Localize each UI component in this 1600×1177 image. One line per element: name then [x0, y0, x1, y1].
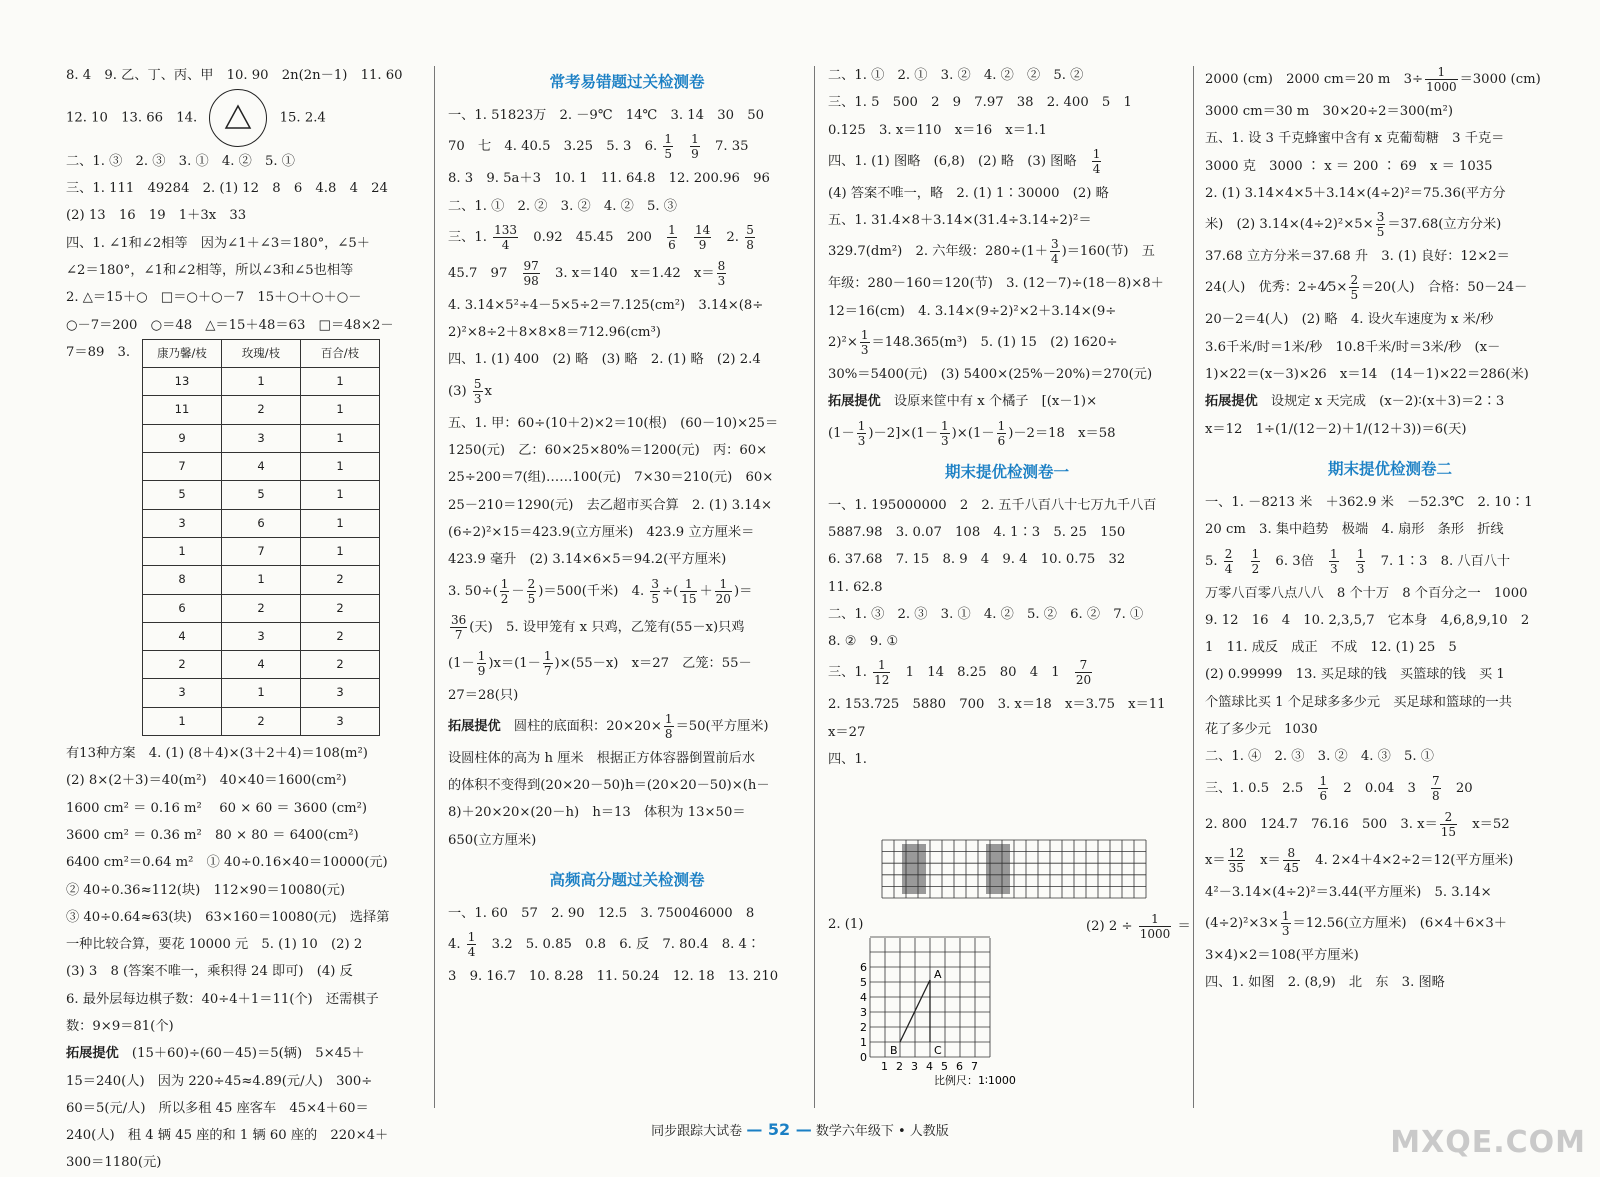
grid-figure-rectangles	[880, 838, 1160, 900]
text-line: 拓展提优 设规定 x 天完成 (x－2)∶(x＋3)＝2∶3	[1205, 394, 1505, 410]
table-cell: 3	[222, 424, 301, 452]
table-cell: 7	[222, 537, 301, 565]
fraction: $\frac{7}{8}$	[1432, 773, 1440, 803]
scale-label: 比例尺：1∶1000	[934, 1074, 1016, 1087]
book-title: 同步跟踪大试卷	[651, 1124, 743, 1139]
point-c-label: C	[934, 1044, 942, 1057]
text-line: 25－210＝1290(元) 去乙超市买合算 2. (1) 3.14×	[448, 497, 773, 513]
text-line: 三、1. 0.5 2.5 $\frac{1}{6}$ 2 0.04 3 $\frac{7}{8}$ 20	[1205, 773, 1473, 803]
text-line: $\frac{36}{7}$ (天) 5. 设甲笼有 x 只鸡，乙笼有(55－x)只鸡	[451, 612, 745, 642]
text-line: 37.68 立方分米＝37.68 升 3. (1) 良好：12×2＝	[1205, 249, 1510, 265]
fraction: $\frac{1}{9}$	[477, 648, 486, 678]
text-line: 6. 最外层每边棋子数：40÷4＋1＝11(个) 还需棋子	[66, 991, 379, 1007]
table-cell: 2	[143, 651, 222, 679]
text-line: ② 40÷0.36≈112(块) 112×90＝10080(元)	[66, 882, 346, 898]
text-line: 423.9 毫升 (2) 3.14×6×5＝94.2(平方厘米)	[448, 552, 727, 568]
text-line: 650(立方厘米)	[448, 832, 537, 848]
text-block	[1205, 62, 1575, 443]
text-line: 2)²×8÷2＋8×8×8＝712.96(cm³)	[448, 325, 661, 341]
table-row	[143, 566, 380, 594]
table-cell: 1	[301, 368, 380, 396]
table-cell: 11	[143, 396, 222, 424]
text-line: 6. 37.68 7. 15 8. 9 4 9. 4 10. 0.75 32	[828, 552, 1126, 568]
table-cell: 13	[143, 368, 222, 396]
text-line: 一、1. －8213 米 ＋362.9 米 －52.3℃ 2. 10∶1	[1205, 494, 1533, 510]
text-line: 20－2＝4(人) (2) 略 4. 设火车速度为 x 米/秒	[1205, 312, 1494, 328]
text-line: 4. $\frac{1}{4}$ 3.2 5. 0.85 0.8 6. 反 7. 80.4 8. 4∶	[448, 930, 761, 960]
table-cell: 3	[143, 509, 222, 537]
text-block	[828, 492, 1186, 774]
y-tick-label: 0	[860, 1051, 867, 1064]
table-cell: 1	[222, 368, 301, 396]
text-line: 27＝28(只)	[448, 687, 519, 703]
fraction: $\frac{1}{6}$	[997, 418, 1006, 448]
table-row	[143, 537, 380, 565]
table-cell: 9	[143, 424, 222, 452]
text-line: 设圆柱体的高为 h 厘米 根据正方体容器倒置前后水	[448, 750, 756, 766]
text-line: 25÷200＝7(组)……100(元) 7×30＝210(元) 60×	[448, 470, 774, 486]
text-line: 四、1. (1) 400 (2) 略 (3) 略 2. (1) 略 (2) 2.4	[448, 352, 761, 368]
text-line: (4) 答案不唯一，略 2. (1) 1∶30000 (2) 略	[828, 185, 1109, 201]
table-cell: 7	[143, 453, 222, 481]
text-line: 3000 cm＝30 m 30×20÷2＝300(m²)	[1205, 104, 1453, 119]
text-line: 20 cm 3. 集中趋势 极端 4. 扇形 条形 折线	[1205, 522, 1504, 538]
fraction: $\frac{1}{7}$	[543, 648, 552, 678]
fraction: $\frac{1}{2}$	[500, 576, 509, 606]
table-cell: 1	[301, 424, 380, 452]
text-line: 329.7(dm²) 2. 六年级：280÷(1＋ $\frac{3}{4}$ )＝160(节) 五	[828, 237, 1155, 267]
text-line: 300＝1180(元)	[66, 1155, 162, 1171]
text-line: 15＝240(人) 因为 220÷45≈4.89(元/人) 300÷	[66, 1073, 373, 1089]
table-header-cell: 玫瑰/枝	[222, 339, 301, 367]
x-tick-label: 6	[956, 1060, 963, 1073]
text-line: 7＝89 3.	[66, 344, 131, 360]
text-line: (3) $\frac{5}{3}$ x	[448, 376, 492, 406]
fraction: $\frac{2}{4}$	[1224, 546, 1233, 576]
text-line: 四、1. 如图 2. (8,9) 北 东 3. 图略	[1205, 975, 1445, 991]
text-line: 二、1. ③ 2. ③ 3. ① 4. ② 5. ①	[66, 153, 295, 169]
table-cell: 2	[222, 707, 301, 735]
table-row	[143, 707, 380, 735]
table-row-wrap	[66, 339, 424, 736]
x-tick-label: 4	[926, 1060, 933, 1073]
table-cell: 1	[222, 679, 301, 707]
text-line: 三、1. 111 49284 2. (1) 12 8 6 4.8 4 24	[66, 181, 388, 197]
text-line: 二、1. ③ 2. ③ 3. ① 4. ② 5. ② 6. ② 7. ①	[828, 606, 1144, 622]
text-line: (3) 3 8 (答案不唯一，乘积得 24 即可) (4) 反	[66, 964, 353, 980]
text-line: 45.7 97 $\frac{97}{98}$ 3. x＝140 x＝1.42 x＝ $\frac{8}{3}$	[448, 258, 726, 288]
text-line: 0.125 3. x＝110 x＝16 x＝1.1	[828, 122, 1047, 138]
y-tick-label: 3	[860, 1006, 867, 1019]
fraction: $\frac{7}{20}$	[1075, 658, 1092, 688]
table-cell: 5	[143, 481, 222, 509]
text-line: 年级：280－160＝120(节) 3. (12－7)÷(18－8)×8＋	[828, 276, 1164, 292]
column-divider-2	[814, 66, 815, 1108]
text-line: 8. 4 9. 乙、丁、丙、甲 10. 90 2n(2n－1) 11. 60	[66, 68, 403, 83]
text-line: 万零八百零八点八八 8 个十万 8 个百分之一 1000	[1205, 585, 1528, 601]
fraction: $\frac{2}{15}$	[1440, 809, 1457, 839]
fraction: $\frac{2}{5}$	[527, 576, 536, 606]
text-line: 四、1. (1) 图略 (6,8) (2) 略 (3) 图略 $\frac{1}{4}$	[828, 146, 1101, 176]
point-a-label: A	[934, 968, 942, 981]
triangle-in-circle-icon	[209, 89, 267, 147]
text-line: 3. 50÷( $\frac{1}{2}$ － $\frac{2}{5}$ )＝500(千米) 4. $\frac{3}{5}$ ÷( $\frac{1}{15}$ ＋ $\frac{1}{20}$ )＝	[448, 576, 753, 606]
table-cell: 2	[301, 566, 380, 594]
text-fragment: 15. 2.4	[279, 110, 326, 126]
text-line: 12＝16(cm) 4. 3.14×(9÷2)²×2＋3.14×(9÷	[828, 303, 1117, 319]
table-row	[143, 509, 380, 537]
text-line: 2. △＝15＋○ □＝○＋○－7 15＋○＋○＋○－	[66, 290, 362, 306]
fraction: $\frac{1}{5}$	[664, 132, 672, 162]
fraction: $\frac{3}{4}$	[1050, 237, 1059, 267]
fraction: $\frac{8}{45}$	[1283, 845, 1299, 875]
y-tick-label: 1	[860, 1036, 867, 1049]
text-line: (2) 13 16 19 1＋3x 33	[66, 208, 247, 224]
point-b-label: B	[890, 1044, 898, 1057]
text-line: 四、1. ∠1和∠2相等 因为∠1＋∠3＝180°，∠5＋	[66, 235, 370, 251]
table-cell: 2	[301, 594, 380, 622]
x-tick-label: 2	[896, 1060, 903, 1073]
table-row	[143, 396, 380, 424]
fraction: $\frac{1}{8}$	[664, 711, 673, 741]
table-header	[143, 339, 380, 367]
table-row	[143, 594, 380, 622]
text-line: 四、1.	[828, 752, 867, 768]
table-header-cell: 康乃馨/枝	[143, 339, 222, 367]
table-row	[143, 679, 380, 707]
text-line: (1－ $\frac{1}{9}$ )x＝(1－ $\frac{1}{7}$ )×(55－x) x＝27 乙笼：55－	[448, 648, 752, 678]
text-block	[828, 62, 1186, 452]
y-tick-label: 4	[860, 991, 867, 1004]
text-block	[1205, 489, 1575, 997]
table-cell: 3	[222, 622, 301, 650]
fraction: $\frac{8}{3}$	[717, 258, 726, 288]
text-line: 1)×22＝(x－3)×26 x＝14 (14－1)×22＝286(米)	[1205, 367, 1529, 383]
watermark-logo: MXQE.COM	[1390, 1125, 1586, 1160]
fraction: $\frac{5}{8}$	[746, 222, 754, 252]
table-cell: 3	[143, 679, 222, 707]
text-line: 70 七 4. 40.5 3.25 5. 3 6. $\frac{1}{5}$ $\frac{1}{9}$ 7. 35	[448, 132, 749, 162]
section-heading: 高频高分题过关检测卷	[549, 871, 705, 890]
text-line: 五、1. 31.4×8＋3.14×(31.4÷3.14÷2)²＝	[828, 213, 1092, 229]
table-cell: 5	[222, 481, 301, 509]
table-cell: 1	[301, 396, 380, 424]
text-line: 1600 cm² ＝ 0.16 m² 60 × 60 ＝ 3600 (cm²)	[66, 800, 368, 816]
section-heading: 常考易错题过关检测卷	[549, 73, 705, 91]
fraction: $\frac{5}{3}$	[473, 376, 482, 406]
x-tick-label: 5	[941, 1060, 948, 1073]
column-divider-1	[434, 66, 435, 1108]
table-cell: 4	[222, 651, 301, 679]
text-line: x＝ $\frac{12}{35}$ x＝ $\frac{8}{45}$ 4. 2×4＋4×2÷2＝12(平方厘米)	[1205, 845, 1514, 875]
text-line: 5887.98 3. 0.07 108 4. 1∶3 5. 25 150	[828, 524, 1126, 540]
text-line: 二、1. ① 2. ② 3. ② 4. ② 5. ③	[448, 198, 677, 214]
text-line: x＝27	[828, 724, 866, 740]
text-line: (2) 0.99999 13. 买足球的钱 买篮球的钱 买 1	[1205, 667, 1505, 683]
table-cell: 1	[143, 707, 222, 735]
text-line: 1 11. 成反 成正 不成 12. (1) 25 5	[1205, 640, 1457, 656]
table-cell: 2	[301, 651, 380, 679]
fraction: $\frac{1}{2}$	[1251, 546, 1260, 576]
text-line: 2. (1) 3.14×4×5＋3.14×(4÷2)²＝75.36(平方分	[1205, 185, 1506, 201]
book-subtitle: 数学六年级下 • 人教版	[815, 1124, 949, 1139]
text-line: 个篮球比买 1 个足球多多少元 买足球和篮球的一共	[1205, 694, 1512, 710]
fraction: $\frac{97}{98}$	[523, 258, 539, 288]
y-ticks	[860, 961, 867, 1064]
column-divider-3	[1193, 66, 1194, 1108]
table-row	[143, 481, 380, 509]
fraction: $\frac{1}{3}$	[941, 418, 949, 448]
text-line: 拓展提优 (15＋60)÷(60－45)＝5(辆) 5×45＋	[66, 1046, 365, 1062]
table-cell: 2	[222, 396, 301, 424]
fraction: $\frac{133}{4}$	[494, 222, 518, 252]
table-row	[143, 453, 380, 481]
text-line: 2. 153.725 5880 700 3. x＝18 x＝3.75 x＝11	[828, 697, 1166, 713]
fraction: $\frac{1}{1000}$	[1426, 65, 1457, 94]
fraction: $\frac{1}{4}$	[467, 930, 476, 960]
fraction: $\frac{1}{12}$	[874, 658, 890, 688]
text-line: 9. 12 16 4 10. 2,3,5,7 它本身 4,6,8,9,10 2	[1205, 612, 1530, 628]
text-line: 米) (2) 3.14×(4÷2)²×5× $\frac{3}{5}$ ＝37.68(立方分米)	[1205, 210, 1502, 240]
x-tick-label: 3	[911, 1060, 918, 1073]
text-line: 30%＝5400(元) (3) 5400×(25%－20%)＝270(元)	[828, 367, 1153, 383]
text-line: 数：9×9＝81(个)	[66, 1019, 174, 1034]
text-line: 8. 3 9. 5a＋3 10. 1 11. 64.8 12. 200.96 96	[448, 171, 770, 187]
fraction: $\frac{12}{35}$	[1228, 845, 1244, 875]
fraction: $\frac{3}{5}$	[1376, 210, 1385, 240]
table-cell: 1	[301, 453, 380, 481]
table-cell: 3	[301, 679, 380, 707]
flower-combination-table	[142, 339, 380, 736]
table-row	[143, 622, 380, 650]
text-fragment: 12. 10 13. 66 14.	[66, 110, 198, 126]
table-cell: 8	[143, 566, 222, 594]
q2-right-text: (2) 2 ÷ $\frac{1}{1000}$ ＝	[1086, 912, 1191, 941]
table-cell: 4	[143, 622, 222, 650]
text-line: 一、1. 51823万 2. －9℃ 14℃ 3. 14 30 50	[448, 108, 764, 123]
table-body	[143, 368, 380, 736]
text-line: (6÷2)²×15＝423.9(立方厘米) 423.9 立方厘米＝	[448, 524, 755, 540]
table-cell: 1	[301, 537, 380, 565]
text-line: 2)²× $\frac{1}{3}$ ＝148.365(m³) 5. (1) 15 (2) 1620÷	[828, 328, 1118, 358]
table-row	[143, 424, 380, 452]
text-line: 三、1. $\frac{1}{12}$ 1 14 8.25 80 4 1 $\frac{7}{20}$	[828, 658, 1092, 688]
text-line: 8)＋20×20×(20－h) h＝13 体积为 13×50＝	[448, 805, 746, 821]
table-cell: 1	[143, 537, 222, 565]
text-line: 3 9. 16.7 10. 8.28 11. 50.24 12. 18 13. 210	[448, 969, 779, 985]
text-line: 三、1. 5 500 2 9 7.97 38 2. 400 5 1	[828, 95, 1132, 111]
text-line: 3000 克 3000 ∶ x ＝ 200 ∶ 69 x ＝ 1035	[1205, 158, 1493, 174]
text-line: 二、1. ① 2. ① 3. ② 4. ② ② 5. ②	[828, 68, 1084, 83]
table-cell: 2	[301, 622, 380, 650]
table-cell: 2	[222, 594, 301, 622]
table-cell: 1	[301, 509, 380, 537]
text-line: 三、1. $\frac{133}{4}$ 0.92 45.45 200 $\frac{1}{6}$ $\frac{14}{9}$ 2. $\frac{5}{8}$	[448, 222, 754, 252]
text-line: ③ 40÷0.64≈63(块) 63×160＝10080(元) 选择第	[66, 909, 390, 925]
fraction: $\frac{14}{9}$	[694, 222, 711, 252]
text-line: 2000 (cm) 2000 cm＝20 m 3÷ $\frac{1}{1000}$ ＝3000 (cm)	[1205, 65, 1541, 94]
fraction: $\frac{1}{15}$	[681, 576, 697, 606]
answer-column-1	[66, 62, 424, 1177]
text-line: 3×4)×2＝108(平方厘米)	[1205, 947, 1359, 963]
text-line: 3.6千米/时＝1米/秒 10.8千米/时＝3米/秒 (x－	[1205, 339, 1501, 355]
text-line: 一、1. 195000000 2 2. 五千八百八十七万九千八百	[828, 497, 1157, 513]
fraction: $\frac{1}{3}$	[857, 418, 866, 448]
x-tick-label: 7	[971, 1060, 978, 1073]
y-tick-label: 2	[860, 1021, 867, 1034]
text-line: 11. 62.8	[828, 579, 883, 595]
text-line: 3600 cm² ＝ 0.36 m² 80 × 80 ＝ 6400(cm²)	[66, 827, 359, 843]
table-cell: 6	[222, 509, 301, 537]
fraction: $\frac{1}{3}$	[1329, 546, 1338, 576]
answer-column-3	[828, 62, 1186, 773]
text-line	[66, 89, 424, 148]
table-cell: 3	[301, 707, 380, 735]
fraction: $\frac{1}{6}$	[668, 222, 676, 252]
section-heading: 期末提优检测卷一	[944, 462, 1069, 481]
q2-label: 2. (1)	[828, 917, 864, 932]
table-header-cell: 百合/枝	[301, 339, 380, 367]
fraction: $\frac{1}{9}$	[691, 132, 699, 162]
answer-column-2	[448, 62, 806, 991]
text-line: 一种比较合算，要花 10000 元 5. (1) 10 (2) 2	[66, 937, 363, 953]
fraction: $\frac{1}{4}$	[1092, 146, 1101, 176]
fraction: $\frac{1}{20}$	[715, 576, 731, 606]
text-line: 60＝5(元/人) 所以多租 45 座客车 45×4＋60＝	[66, 1100, 369, 1116]
table-cell: 4	[222, 453, 301, 481]
x-tick-label: 1	[881, 1060, 888, 1073]
fraction: $\frac{1}{3}$	[1356, 546, 1365, 576]
text-line: (1－ $\frac{1}{3}$ )－2]×(1－ $\frac{1}{3}$ )×(1－ $\frac{1}{6}$ )－2＝18 x＝58	[828, 418, 1116, 448]
text-line: 拓展提优 圆柱的底面积：20×20× $\frac{1}{8}$ ＝50(平方厘米)	[448, 711, 769, 741]
answer-column-4	[1205, 62, 1575, 997]
coordinate-grid	[860, 938, 1046, 1088]
y-tick-label: 5	[860, 976, 867, 989]
text-line: 有13种方案 4. (1) (8＋4)×(3＋2＋4)＝108(m²)	[66, 746, 368, 762]
text-line: 花了多少元 1030	[1205, 722, 1318, 738]
text-line: 4. 3.14×5²÷4－5×5÷2＝7.125(cm²) 3.14×(8÷	[448, 297, 764, 313]
page-footer	[0, 1120, 1600, 1139]
table-row	[143, 368, 380, 396]
text-line: 6400 cm²＝0.64 m² ① 40÷0.16×40＝10000(元)	[66, 855, 388, 871]
text-line: 一、1. 60 57 2. 90 12.5 3. 750046000 8	[448, 906, 755, 922]
text-line: (4÷2)²×3× $\frac{1}{3}$ ＝12.56(立方厘米) (6×4＋6×3＋	[1205, 908, 1507, 938]
text-line: 五、1. 甲：60÷(10＋2)×2＝10(根) (60－10)×25＝	[448, 415, 779, 431]
text-line: 的体积不变得到(20×20－50)h＝(20×20－50)×(h－	[448, 778, 770, 794]
text-line: x＝12 1÷(1/(12－2)＋1/(12＋3))＝6(天)	[1205, 421, 1467, 437]
text-line: 8. ② 9. ①	[828, 634, 899, 650]
table-cell: 1	[301, 481, 380, 509]
text-line: ∠2＝180°，∠1和∠2相等，所以∠3和∠5也相等	[66, 262, 354, 278]
page-number: — 52 —	[746, 1120, 812, 1139]
fraction: $\frac{3}{5}$	[651, 576, 659, 606]
text-line: 五、1. 设 3 千克蜂蜜中含有 x 克葡萄糖 3 千克＝	[1205, 131, 1505, 147]
fraction: $\frac{1}{3}$	[860, 328, 869, 358]
fraction: $\frac{1}{6}$	[1319, 773, 1328, 803]
text-line: 二、1. ④ 2. ③ 3. ② 4. ③ 5. ①	[1205, 749, 1434, 765]
table-row	[143, 651, 380, 679]
table-cell: 6	[143, 594, 222, 622]
text-block	[448, 900, 806, 991]
text-line: 4²－3.14×(4÷2)²＝3.44(平方厘米) 5. 3.14×	[1205, 884, 1492, 900]
section-heading: 期末提优检测卷二	[1327, 459, 1452, 478]
text-block	[66, 740, 424, 1177]
x-ticks	[881, 1060, 978, 1073]
text-line: 拓展提优 设原来筐中有 x 个橘子 [(x－1)×	[828, 394, 1098, 410]
text-line: 2. 800 124.7 76.16 500 3. x＝ $\frac{2}{15}$ x＝52	[1205, 809, 1510, 839]
fraction: $\frac{2}{5}$	[1350, 273, 1359, 303]
text-line: 240(人) 租 4 辆 45 座的和 1 辆 60 座的 220×4＋	[66, 1128, 389, 1144]
y-tick-label: 6	[860, 961, 867, 974]
text-line: 5. $\frac{2}{4}$ $\frac{1}{2}$ 6. 3倍 $\frac{1}{3}$ $\frac{1}{3}$ 7. 1∶3 8. 八百八十	[1205, 546, 1511, 576]
text-line: ○－7＝200 ○＝48 △＝15＋48＝63 □＝48×2－	[66, 317, 394, 333]
fraction: $\frac{1}{3}$	[1281, 908, 1290, 938]
fraction: $\frac{36}{7}$	[451, 612, 467, 642]
text-line: (2) 8×(2＋3)＝40(m²) 40×40＝1600(cm²)	[66, 773, 347, 789]
text-block	[448, 102, 806, 854]
table-cell: 1	[222, 566, 301, 594]
text-line: 24(人) 优秀：2÷4⁄5× $\frac{2}{5}$ ＝20(人) 合格：50－24－	[1205, 273, 1528, 303]
text-line: 1250(元) 乙：60×25×80%＝1200(元) 丙：60×	[448, 443, 768, 459]
